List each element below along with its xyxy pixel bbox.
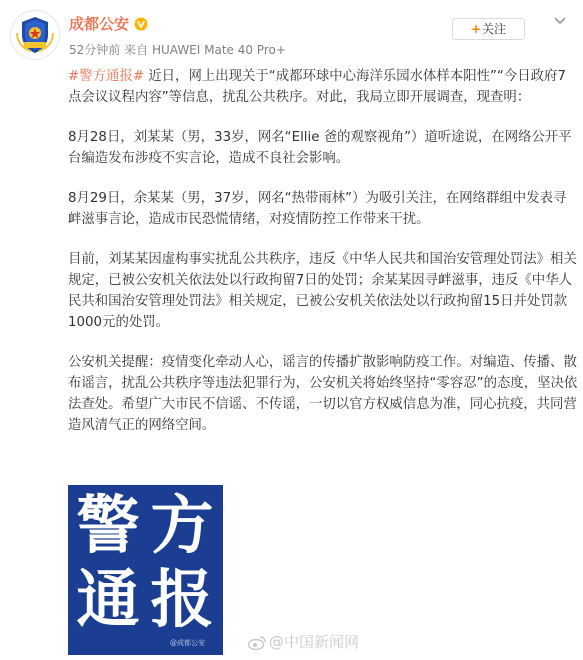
- chevron-down-icon[interactable]: [553, 16, 567, 26]
- user-name[interactable]: 成都公安: [69, 15, 130, 33]
- follow-button[interactable]: [452, 18, 525, 40]
- post-body: [68, 66, 578, 455]
- image-char: 警: [76, 489, 140, 562]
- post-image[interactable]: [68, 485, 223, 655]
- post-meta: [69, 43, 286, 57]
- watermark-text: @中国新闻网: [269, 633, 360, 651]
- source-watermark: [248, 633, 359, 651]
- plus-icon: +: [470, 22, 482, 36]
- verified-v-icon: [134, 17, 148, 31]
- hashtag-link[interactable]: #警方通报#: [68, 69, 145, 84]
- image-char: 通: [76, 563, 140, 636]
- post-paragraph: 公安机关提醒：疫情变化牵动人心，谣言的传播扩散影响防疫工作。对编造、传播、散布谣言，扰乱公共秩序等违法犯罪行为，公安机关将始终坚持“零容忍”的态度，坚决依法查处。希望广大市民不信谣、不传谣，一切以官方权威信息为准，同心抗疫，共同营造风清气正的网络空间。: [68, 355, 578, 433]
- post-paragraph: 8月29日，余某某（男，37岁，网名“热带雨林”）为吸引关注，在网络群组中发表寻衅滋事言论，造成市民恐慌情绪，对疫情防控工作带来干扰。: [68, 191, 567, 227]
- post-header: [0, 0, 583, 64]
- weibo-logo-icon: [248, 635, 266, 650]
- post-paragraph: 目前，刘某某因虚构事实扰乱公共秩序，违反《中华人民共和国治安管理处罚法》相关规定，已被公安机关依法处以行政拘留7日的处罚；余某某因寻衅滋事，违反《中华人民共和国治安管理处罚法》相关规定，已被公安机关依法处以行政拘留15日并处罚款1000元的处罚。: [68, 252, 577, 330]
- post-paragraph: #警方通报# 近日，网上出现关于“成都环球中心海洋乐园水体样本阳性”“今日政府7点会议议程内容”等信息，扰乱公共秩序。对此，我局立即开展调查，现查明：: [68, 69, 566, 105]
- avatar[interactable]: [10, 10, 60, 60]
- post-source[interactable]: HUAWEI Mate 40 Pro+: [151, 43, 286, 57]
- image-char: 方: [150, 489, 214, 562]
- follow-label: 关注: [482, 22, 507, 36]
- post-paragraph: 8月28日，刘某某（男，33岁，网名“Ellie 爸的观察视角”）道听途说，在网络公开平台编造发布涉疫不实言论，造成不良社会影响。: [68, 130, 572, 166]
- police-badge-icon: [11, 11, 59, 59]
- source-prefix: 来自: [124, 43, 149, 57]
- image-char: 报: [150, 563, 214, 636]
- post-time[interactable]: 52分钟前: [69, 43, 121, 57]
- image-watermark: @成都公安: [170, 639, 205, 647]
